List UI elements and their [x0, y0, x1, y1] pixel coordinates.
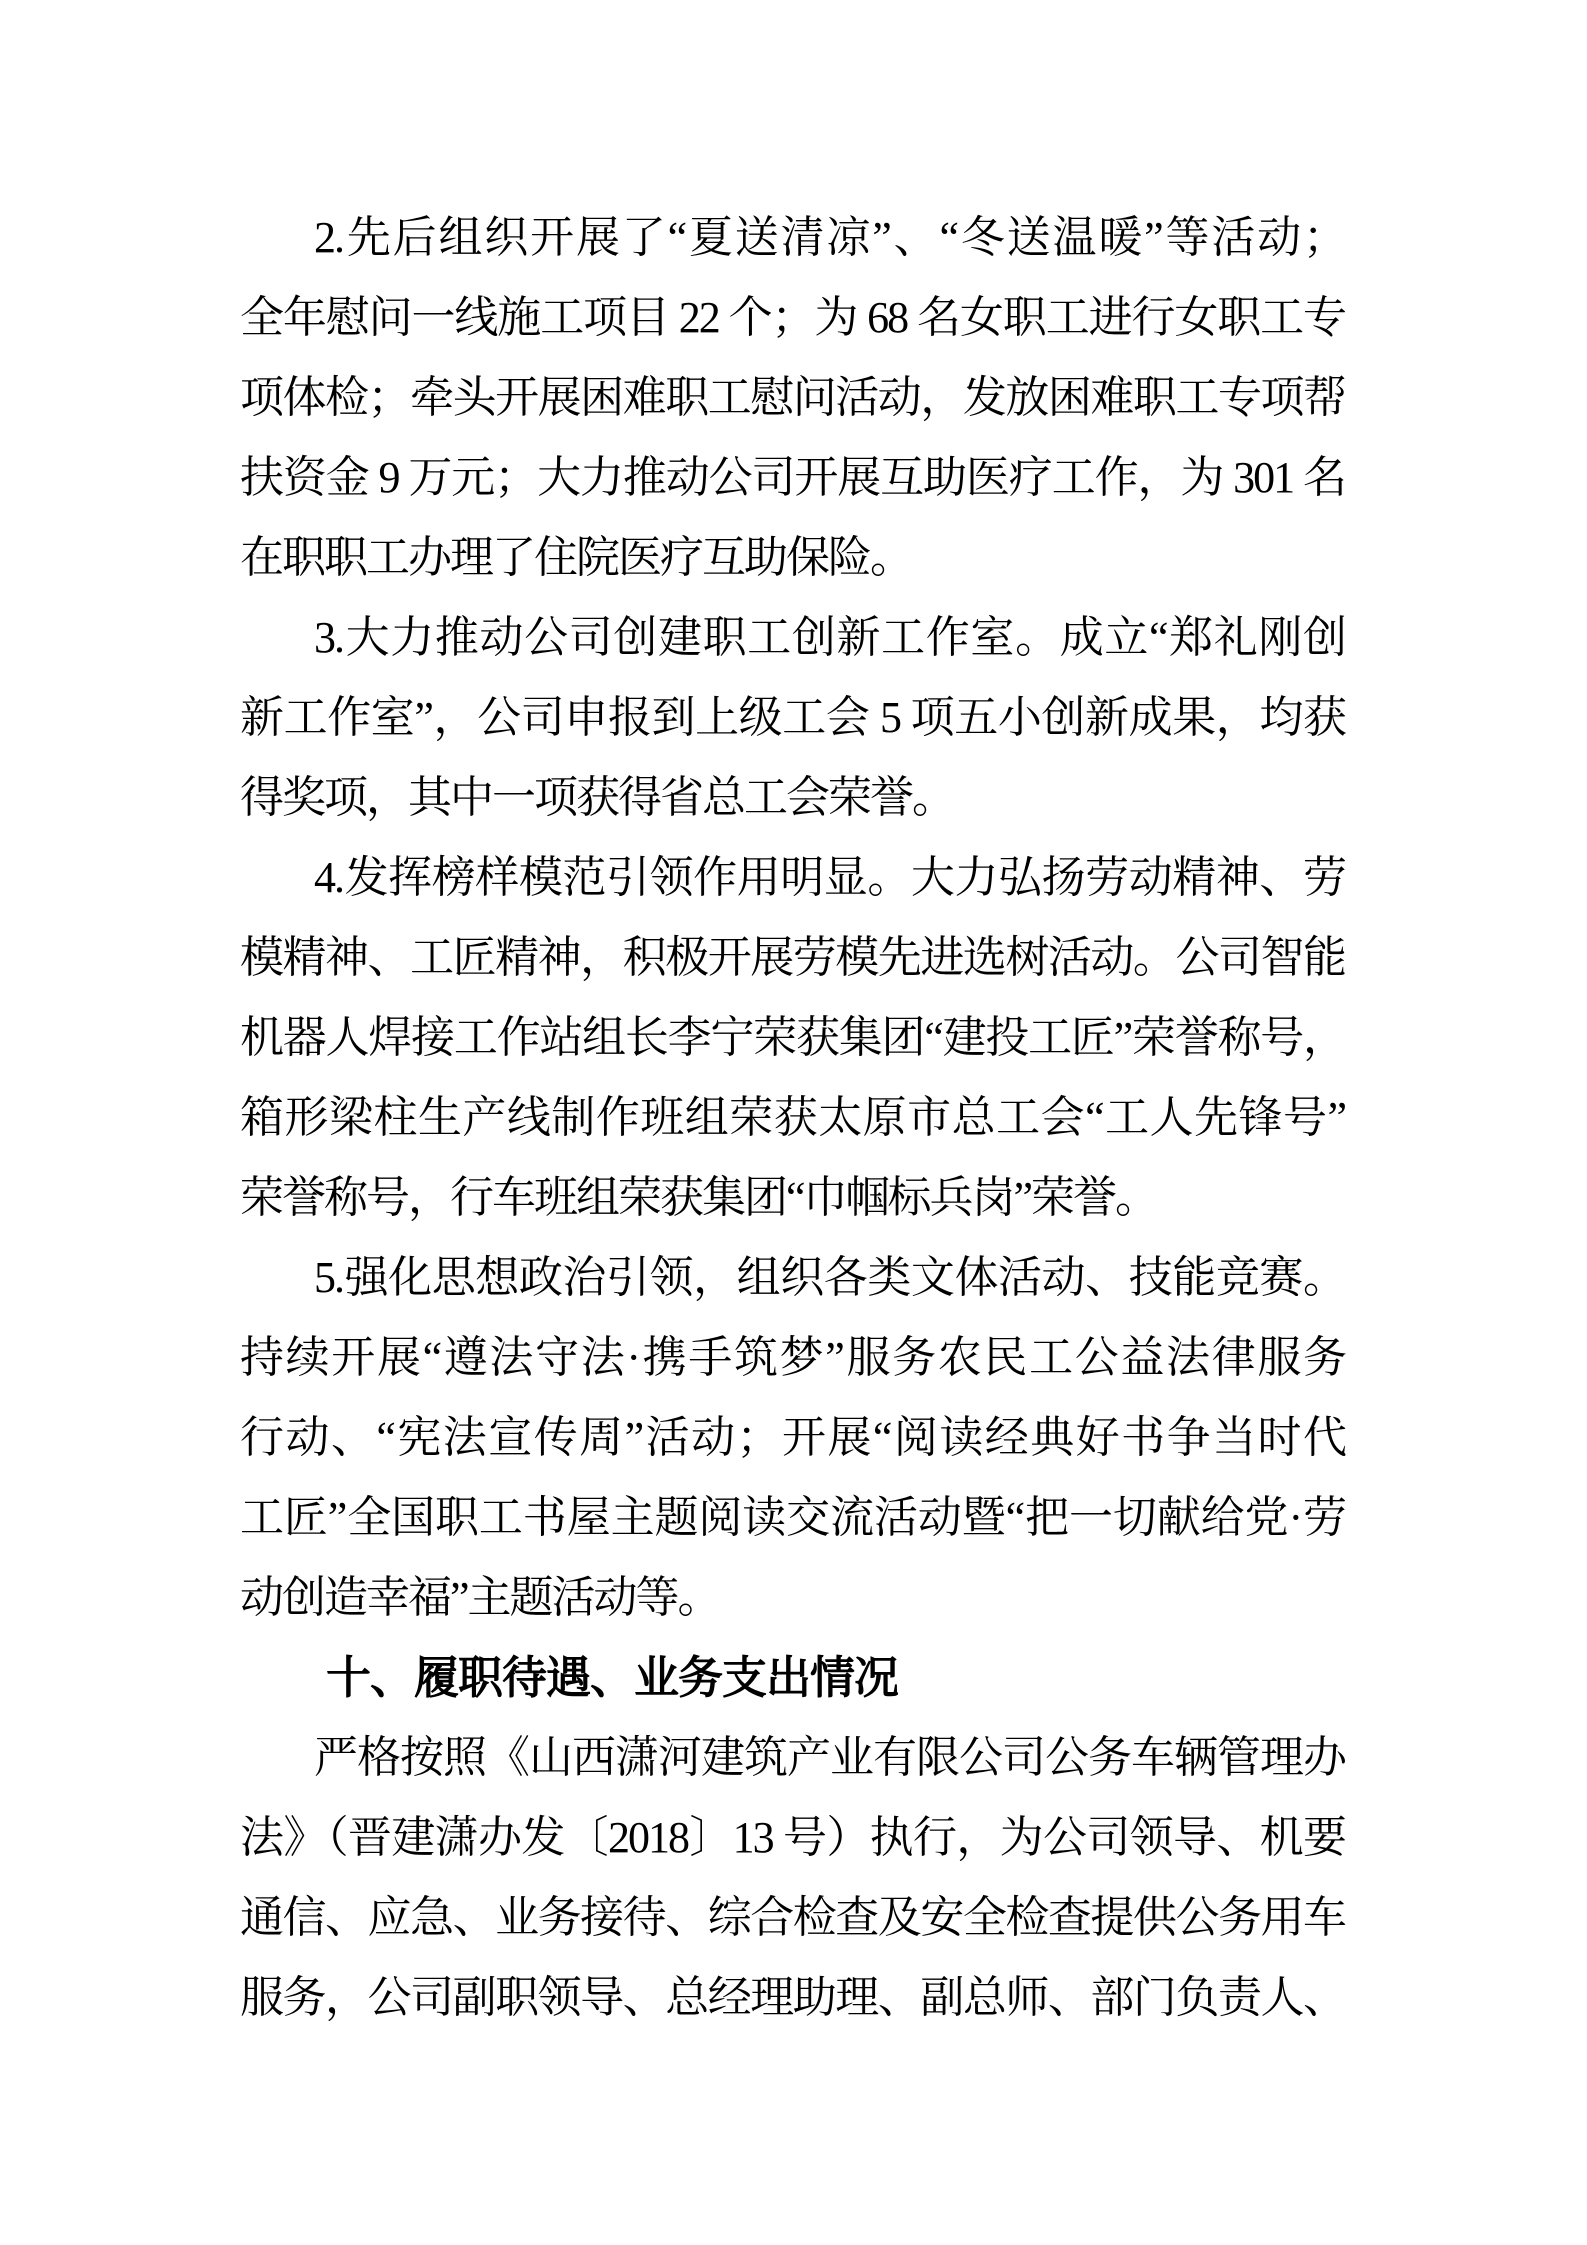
text-line: 机器人焊接工作站组长李宁荣获集团“建投工匠”荣誉称号， — [240, 1013, 1345, 1062]
document-body — [240, 198, 1345, 2038]
paragraph — [240, 1238, 1345, 1638]
text-line: 全年慰问一线施工项目 22 个；为 68 名女职工进行女职工专 — [240, 293, 1345, 342]
text-line: 通信、应急、业务接待、综合检查及安全检查提供公务用车 — [240, 1893, 1345, 1942]
text-line: 在职职工办理了住院医疗互助保险。 — [240, 533, 912, 582]
text-line: 5.强化思想政治引领，组织各类文体活动、技能竞赛。 — [314, 1253, 1345, 1302]
text-line: 扶资金 9 万元；大力推动公司开展互助医疗工作，为 301 名 — [240, 453, 1345, 502]
text-line: 法》（晋建潇办发〔2018〕13 号）执行，为公司领导、机要 — [240, 1813, 1345, 1862]
text-line: 行动、“宪法宣传周”活动；开展“阅读经典好书争当时代 — [240, 1413, 1345, 1462]
text-line: 工匠”全国职工书屋主题阅读交流活动暨“把一切献给党·劳 — [240, 1493, 1345, 1542]
text-line: 严格按照《山西潇河建筑产业有限公司公务车辆管理办 — [314, 1733, 1345, 1782]
text-line: 荣誉称号，行车班组荣获集团“巾帼标兵岗”荣誉。 — [240, 1173, 1158, 1222]
text-line: 4.发挥榜样模范引领作用明显。大力弘扬劳动精神、劳 — [314, 853, 1345, 902]
text-line: 服务，公司副职领导、总经理助理、副总师、部门负责人、 — [240, 1973, 1345, 2022]
text-line: 持续开展“遵法守法·携手筑梦”服务农民工公益法律服务 — [240, 1333, 1345, 1382]
text-line: 动创造幸福”主题活动等。 — [240, 1573, 720, 1622]
text-line: 得奖项，其中一项获得省总工会荣誉。 — [240, 773, 954, 822]
text-line: 模精神、工匠精神，积极开展劳模先进选树活动。公司智能 — [240, 933, 1345, 982]
text-line: 3.大力推动公司创建职工创新工作室。成立“郑礼刚创 — [314, 613, 1345, 662]
heading-line: 十、履职待遇、业务支出情况 — [326, 1652, 899, 1703]
section-heading — [240, 1638, 1345, 1718]
paragraph — [240, 198, 1345, 598]
paragraph — [240, 1718, 1345, 2038]
paragraph — [240, 838, 1345, 1238]
text-line: 新工作室”，公司申报到上级工会 5 项五小创新成果，均获 — [240, 693, 1345, 742]
text-line: 项体检；牵头开展困难职工慰问活动，发放困难职工专项帮 — [240, 373, 1345, 422]
text-line: 2.先后组织开展了“夏送清凉”、“冬送温暖”等活动； — [314, 213, 1345, 262]
text-line: 箱形梁柱生产线制作班组荣获太原市总工会“工人先锋号” — [240, 1093, 1345, 1142]
paragraph — [240, 598, 1345, 838]
